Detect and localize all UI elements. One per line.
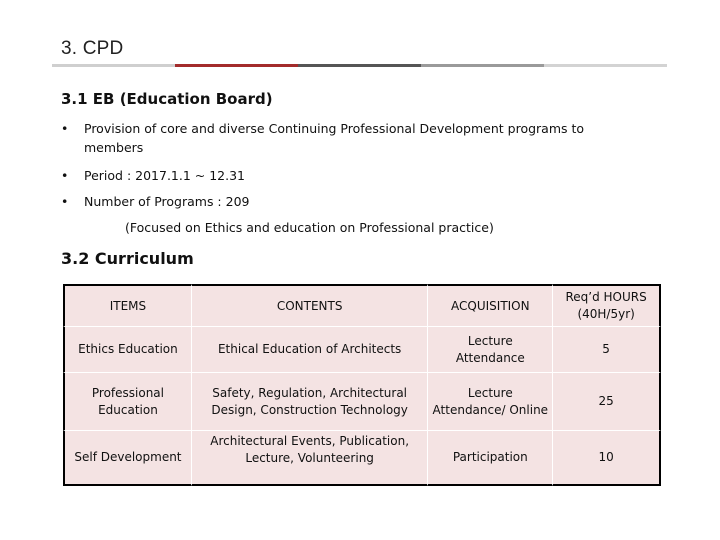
title-rule-segment <box>421 64 544 67</box>
title-rule-segment <box>52 64 175 67</box>
cell-contents: Ethical Education of Architects <box>191 326 427 372</box>
programs-note: (Focused on Ethics and education on Professional practice) <box>125 220 494 235</box>
section-heading-education-board: 3.1 EB (Education Board) <box>61 90 273 108</box>
table-row <box>63 430 661 486</box>
bullet-marker: • <box>61 168 69 183</box>
cell-contents: Safety, Regulation, Architectural Design, Construction Technology <box>191 372 427 430</box>
table-row <box>63 326 661 372</box>
cell-acquisition: Lecture Attendance/ Online <box>427 372 552 430</box>
cell-acquisition: Participation <box>427 430 552 486</box>
table-row <box>63 372 661 430</box>
cell-acquisition: Lecture Attendance <box>427 326 552 372</box>
table-header-row <box>63 284 661 326</box>
section-heading-curriculum: 3.2 Curriculum <box>61 249 194 268</box>
cell-item: Self Development <box>63 430 191 486</box>
bullet-text: Number of Programs : 209 <box>84 194 250 209</box>
title-rule <box>52 64 667 67</box>
cell-item: Professional Education <box>63 372 191 430</box>
slide-title: 3. CPD <box>61 38 124 59</box>
cell-contents: Architectural Events, Publication, Lecture, Volunteering <box>191 430 427 486</box>
cell-hours: 10 <box>552 430 661 486</box>
cell-hours: 25 <box>552 372 661 430</box>
bullet-text: Period : 2017.1.1 ~ 12.31 <box>84 168 246 183</box>
title-rule-segment <box>544 64 667 67</box>
column-header-required-hours: Req’d HOURS (40H/5yr) <box>552 284 661 326</box>
cell-item: Ethics Education <box>63 326 191 372</box>
curriculum-table <box>63 284 661 486</box>
bullet-text: Provision of core and diverse Continuing Professional Development programs to members <box>84 121 585 155</box>
bullet-marker: • <box>61 121 69 136</box>
bullet-marker: • <box>61 194 69 209</box>
title-rule-segment <box>298 64 421 67</box>
title-rule-accent-segment <box>175 64 298 67</box>
column-header-contents: CONTENTS <box>191 284 427 326</box>
column-header-items: ITEMS <box>63 284 191 326</box>
column-header-acquisition: ACQUISITION <box>427 284 552 326</box>
cell-hours: 5 <box>552 326 661 372</box>
